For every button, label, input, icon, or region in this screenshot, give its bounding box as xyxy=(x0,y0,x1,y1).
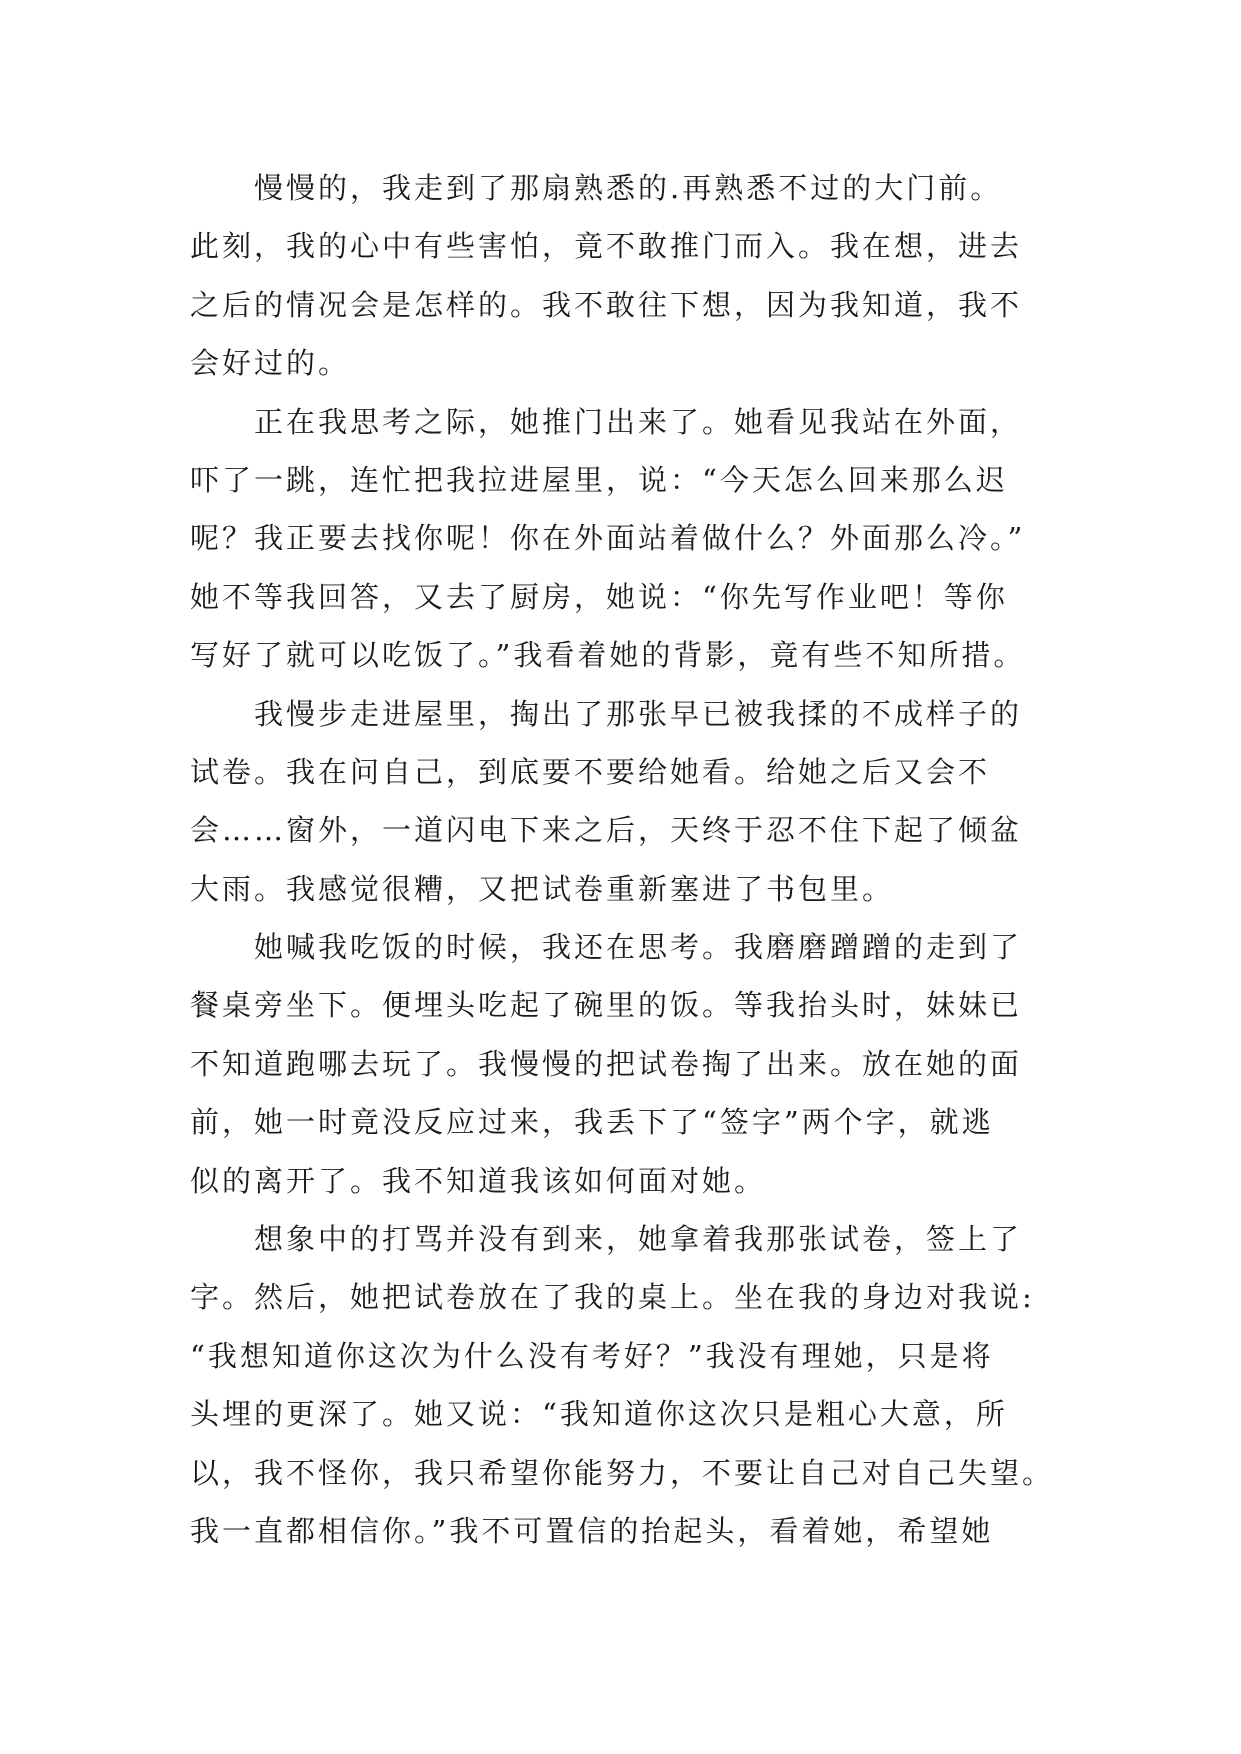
text-line: 之后的情况会是怎样的。我不敢往下想，因为我知道，我不 xyxy=(190,287,1023,322)
text-line: 以，我不怪你，我只希望你能努力，不要让自己对自己失望。 xyxy=(190,1455,1055,1490)
text-line: 她喊我吃饭的时候，我还在思考。我磨磨蹭蹭的走到了 xyxy=(254,930,1023,965)
text-line: 呢？我正要去找你呢！你在外面站着做什么？外面那么冷。” xyxy=(190,521,1026,556)
text-line: 餐桌旁坐下。便埋头吃起了碗里的饭。等我抬头时，妹妹已 xyxy=(190,988,1023,1023)
text-line: 会……窗外，一道闪电下来之后，天终于忍不住下起了倾盆 xyxy=(190,813,1023,848)
text-line: 我慢步走进屋里，掏出了那张早已被我揉的不成样子的 xyxy=(254,696,1023,731)
text-line: 想象中的打骂并没有到来，她拿着我那张试卷，签上了 xyxy=(254,1222,1023,1257)
text-line: 前，她一时竟没反应过来，我丢下了“签字”两个字，就逃 xyxy=(190,1105,994,1140)
text-line: 她不等我回答，又去了厨房，她说：“你先写作业吧！等你 xyxy=(190,579,1008,614)
text-line: 慢慢的，我走到了那扇熟悉的.再熟悉不过的大门前。 xyxy=(254,171,1003,205)
text-line: 正在我思考之际，她推门出来了。她看见我站在外面， xyxy=(254,404,1023,439)
text-line: 吓了一跳，连忙把我拉进屋里，说：“今天怎么回来那么迟 xyxy=(190,462,1008,497)
text-line: 头埋的更深了。她又说：“我知道你这次只是粗心大意，所 xyxy=(190,1397,1008,1432)
text-line: 试卷。我在问自己，到底要不要给她看。给她之后又会不 xyxy=(190,754,991,789)
body-text xyxy=(190,159,1060,1560)
text-line: 我一直都相信你。”我不可置信的抬起头，看着她，希望她 xyxy=(190,1513,994,1548)
text-line: 字。然后，她把试卷放在了我的桌上。坐在我的身边对我说: xyxy=(190,1280,1035,1315)
text-line: 不知道跑哪去玩了。我慢慢的把试卷掏了出来。放在她的面 xyxy=(190,1046,1023,1081)
text-line: 写好了就可以吃饭了。”我看着她的背影，竟有些不知所措。 xyxy=(190,638,1026,673)
text-line: 此刻，我的心中有些害怕，竟不敢推门而入。我在想，进去 xyxy=(190,229,1023,264)
text-line: 会好过的。 xyxy=(190,346,351,381)
text-line: 似的离开了。我不知道我该如何面对她。 xyxy=(190,1163,767,1198)
text-line: “我想知道你这次为什么没有考好？”我没有理她，只是将 xyxy=(190,1338,994,1373)
text-line: 大雨。我感觉很糟，又把试卷重新塞进了书包里。 xyxy=(190,871,895,906)
